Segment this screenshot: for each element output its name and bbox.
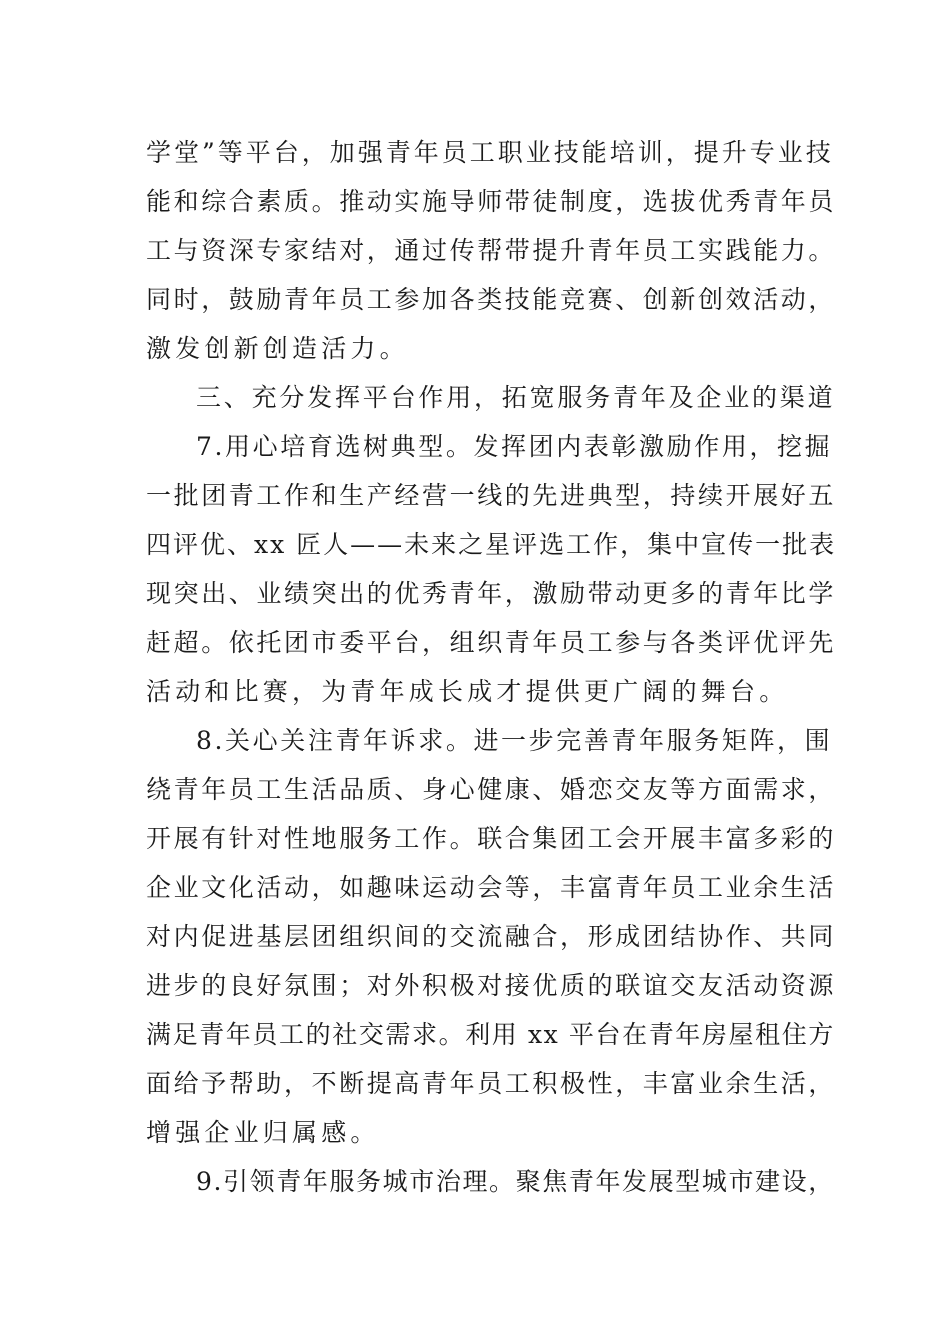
paragraph-item-8 xyxy=(146,716,837,1157)
text-line: 进步的良好氛围；对外积极对接优质的联谊交友活动资源 xyxy=(146,971,837,1000)
text-line: 同时，鼓励青年员工参加各类技能竞赛、创新创效活动， xyxy=(146,285,837,314)
heading-text: 三、充分发挥平台作用，拓宽服务青年及企业的渠道 xyxy=(196,383,836,412)
text-line: 工与资深专家结对，通过传帮带提升青年员工实践能力。 xyxy=(146,236,837,265)
text-line: 8.关心关注青年诉求。进一步完善青年服务矩阵，围 xyxy=(196,726,833,755)
text-line: 7.用心培育选树典型。发挥团内表彰激励作用，挖掘 xyxy=(196,432,833,461)
document-body xyxy=(146,128,837,1206)
text-line: 开展有针对性地服务工作。联合集团工会开展丰富多彩的 xyxy=(146,824,837,853)
text-line: 学堂”等平台，加强青年员工职业技能培训，提升专业技 xyxy=(146,138,834,167)
text-line: 满足青年员工的社交需求。利用 xx 平台在青年房屋租住方 xyxy=(146,1020,835,1049)
text-line: 绕青年员工生活品质、身心健康、婚恋交友等方面需求， xyxy=(146,775,837,804)
paragraph-item-7 xyxy=(146,422,837,716)
text-line: 企业文化活动，如趣味运动会等，丰富青年员工业余生活 xyxy=(146,873,837,902)
text-line: 能和综合素质。推动实施导师带徒制度，选拔优秀青年员 xyxy=(146,187,837,216)
text-line: 面给予帮助，不断提高青年员工积极性，丰富业余生活， xyxy=(146,1069,837,1098)
text-line: 对内促进基层团组织间的交流融合，形成团结协作、共同 xyxy=(146,922,837,951)
paragraph-item-9 xyxy=(146,1157,835,1206)
text-line: 增强企业归属感。 xyxy=(146,1118,380,1147)
text-line: 赶超。依托团市委平台，组织青年员工参与各类评优评先 xyxy=(146,628,837,657)
paragraph-platform-training xyxy=(146,128,837,373)
text-line: 现突出、业绩突出的优秀青年，激励带动更多的青年比学 xyxy=(146,579,837,608)
text-line: 活动和比赛，为青年成长成才提供更广阔的舞台。 xyxy=(146,677,789,706)
text-line: 四评优、xx 匠人——未来之星评选工作，集中宣传一批表 xyxy=(146,530,837,559)
text-line: 一批团青工作和生产经营一线的先进典型，持续开展好五 xyxy=(146,481,837,510)
text-line: 9.引领青年服务城市治理。聚焦青年发展型城市建设， xyxy=(196,1167,835,1196)
text-line: 激发创新创造活力。 xyxy=(146,334,409,363)
section-heading-three xyxy=(146,373,836,422)
